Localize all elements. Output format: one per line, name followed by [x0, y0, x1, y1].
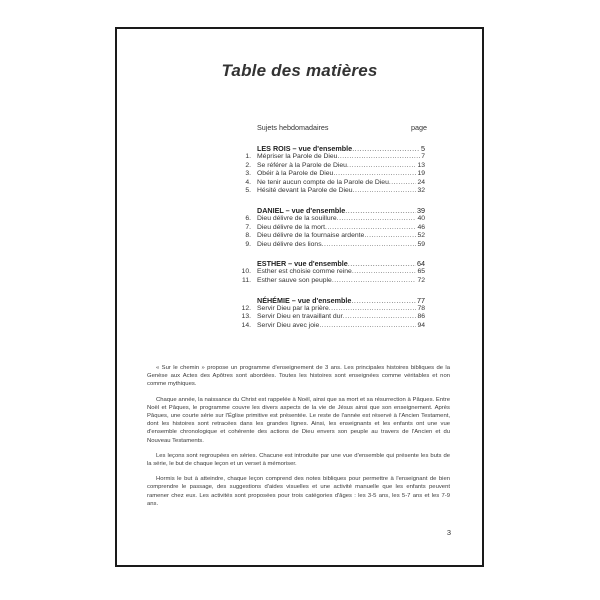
- page-number: 3: [446, 528, 451, 537]
- toc-section-title: [257, 259, 425, 268]
- paragraph: Chaque année, la naissance du Christ est rappelée à Noël, ainsi que sa mort et sa résurrection à Pâques. Entre Noël et Pâques, le programme couvre les divers aspects de la vie de Jésus ainsi que son enseignement. Après Pâques, une courte série sur l'Église primitive est présentée. Le reste de l'année est réservé à l'Ancien Testament, dont les histoires sont retracées dans les grandes lignes. Ainsi, les enseignants et les enfants ont une vue d'ensemble chronologique et cohérente des actions de Dieu envers son peuple au travers de l'Ancien et du Nouveau Testaments.: [147, 396, 450, 444]
- toc-lesson-row: [237, 162, 425, 171]
- lesson-number: 8.: [245, 232, 251, 240]
- toc-section: [237, 259, 425, 285]
- leader-dots: [345, 206, 416, 215]
- leader-dots: [348, 259, 416, 268]
- toc-lesson-row: [237, 277, 425, 286]
- section-page: 64: [417, 259, 425, 269]
- lesson-page: 52: [417, 232, 425, 240]
- lesson-number: 10.: [241, 268, 251, 276]
- page-title: Table des matières: [221, 61, 378, 80]
- lesson-page: 13: [417, 161, 425, 169]
- toc-lesson-row: [237, 187, 425, 196]
- leader-dots: [337, 153, 420, 162]
- lesson-number: 13.: [241, 313, 251, 321]
- lesson-number: 4.: [245, 178, 251, 186]
- lesson-page: 24: [417, 178, 425, 186]
- leader-dots: [352, 144, 420, 153]
- toc-section-title: [257, 206, 425, 215]
- lesson-page: 78: [417, 304, 425, 312]
- lesson-number: 12.: [241, 304, 251, 312]
- toc-lesson-row: [237, 153, 425, 162]
- leader-dots: [389, 179, 417, 188]
- section-title-text: ESTHER – vue d'ensemble: [257, 259, 348, 269]
- lesson-page: 94: [417, 321, 425, 329]
- toc-lesson-row: [237, 232, 425, 241]
- lesson-title: Mépriser la Parole de Dieu: [257, 153, 338, 160]
- leader-dots: [352, 268, 417, 277]
- lesson-page: 59: [417, 240, 425, 248]
- leader-dots: [325, 224, 416, 233]
- leader-dots: [333, 170, 416, 179]
- lesson-page: 32: [417, 187, 425, 195]
- lesson-title: Ne tenir aucun compte de la Parole de Dieu: [257, 178, 389, 186]
- toc-header-page: page: [411, 123, 427, 132]
- leader-dots: [343, 313, 417, 322]
- lesson-title: Esther est choisie comme reine: [257, 268, 352, 276]
- lesson-number: 2.: [245, 161, 251, 169]
- lesson-title: Esther sauve son peuple: [257, 276, 332, 284]
- lesson-page: 7: [421, 153, 425, 160]
- lesson-title: Servir Dieu par la prière: [257, 304, 329, 312]
- toc-lesson-row: [237, 170, 425, 179]
- toc-lesson-row: [237, 215, 425, 224]
- toc-section-title: [257, 144, 425, 153]
- lesson-number: 5.: [245, 187, 251, 195]
- section-page: 5: [421, 144, 425, 153]
- leader-dots: [329, 305, 417, 314]
- leader-dots: [332, 277, 417, 286]
- lesson-page: 40: [417, 214, 425, 222]
- paragraph: Hormis le but à atteindre, chaque leçon comprend des notes bibliques pour permettre à l'enseignant de bien comprendre le passage, des suggestions d'aides visuelles et une activité manuelle que les enfants peuvent ramener chez eux. Les activités sont proposées pour trois catégories d'âges : les 3-5 ans, les 5-7 ans et les 7-9 ans.: [147, 476, 450, 507]
- paragraph: Les leçons sont regroupées en séries. Chacune est introduite par une vue d'ensemble qui présente les buts de la série, le but de chaque leçon et un verset à mémoriser.: [147, 452, 450, 468]
- lesson-number: 6.: [245, 214, 251, 222]
- lesson-title: Obéir à la Parole de Dieu: [257, 170, 334, 178]
- toc-section: [237, 144, 425, 196]
- lesson-page: 86: [417, 313, 425, 321]
- lesson-number: 7.: [245, 223, 251, 231]
- lesson-title: Servir Dieu en travaillant dur: [257, 313, 343, 321]
- section-title-text: LES ROIS – vue d'ensemble: [257, 144, 353, 153]
- leader-dots: [353, 187, 417, 196]
- lesson-number: 11.: [242, 276, 251, 284]
- lesson-page: 46: [417, 223, 425, 231]
- toc-lesson-row: [237, 241, 425, 250]
- leader-dots: [364, 232, 416, 241]
- leader-dots: [319, 322, 416, 331]
- toc-header: [257, 123, 427, 132]
- document-page: [115, 27, 484, 567]
- toc-lesson-row: [237, 305, 425, 314]
- toc-section: [237, 206, 425, 249]
- lesson-title: Dieu délivre de la souillure: [257, 214, 337, 222]
- section-title-text: NÉHÉMIE – vue d'ensemble: [257, 295, 352, 305]
- leader-dots: [337, 215, 417, 224]
- section-page: 77: [417, 295, 425, 305]
- paragraph: « Sur le chemin » propose un programme d'enseignement de 3 ans. Les principales histoires bibliques de la Genèse aux Actes des Apôtres sont abordées. Toutes les histoires sont enseignées comme véritables et non comme mythiques.: [147, 365, 450, 388]
- leader-dots: [351, 296, 416, 305]
- lesson-number: 14.: [241, 321, 251, 329]
- toc-lesson-row: [237, 268, 425, 277]
- lesson-title: Se référer à la Parole de Dieu: [257, 161, 347, 169]
- lesson-page: 72: [417, 276, 425, 284]
- leader-dots: [347, 162, 417, 171]
- section-title-text: DANIEL – vue d'ensemble: [257, 205, 346, 215]
- lesson-page: 65: [417, 268, 425, 276]
- toc-section: [237, 296, 425, 331]
- toc-lesson-row: [237, 179, 425, 188]
- toc-header-topics: Sujets hebdomadaires: [257, 123, 329, 132]
- lesson-number: 9.: [245, 240, 251, 248]
- lesson-page: 19: [417, 170, 425, 178]
- toc-lesson-row: [237, 224, 425, 233]
- section-page: 39: [417, 205, 425, 215]
- toc-lesson-row: [237, 322, 425, 331]
- toc-section-title: [257, 296, 425, 305]
- intro-text: [147, 364, 450, 515]
- lesson-number: 3.: [245, 170, 251, 178]
- lesson-title: Hésité devant la Parole de Dieu: [257, 187, 353, 195]
- table-of-contents: [237, 144, 425, 340]
- toc-lesson-row: [237, 313, 425, 322]
- lesson-number: 1.: [245, 153, 251, 160]
- lesson-title: Dieu délivre des lions: [257, 240, 322, 248]
- lesson-title: Servir Dieu avec joie: [257, 321, 320, 329]
- lesson-title: Dieu délivre de la fournaise ardente: [257, 232, 365, 240]
- leader-dots: [322, 241, 417, 250]
- lesson-title: Dieu délivre de la mort: [257, 223, 325, 231]
